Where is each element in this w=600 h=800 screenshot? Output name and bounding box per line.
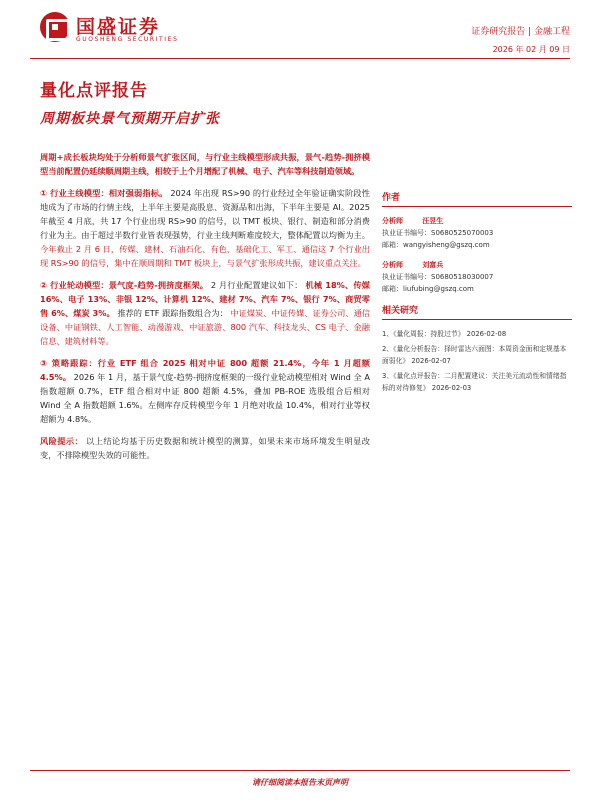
- report-title: 周期板块景气预期开启扩张: [40, 111, 220, 127]
- analyst-name: 汪昱生: [422, 217, 444, 225]
- report-type: 量化点评报告: [40, 81, 148, 101]
- analyst-card: [382, 259, 572, 295]
- section-text: 推荐的 ETF 跟踪指数组合为：: [117, 308, 228, 318]
- analyst-role: 分析师: [382, 217, 403, 225]
- section-heading: ① 行业主线模型：相对强弱指标。: [40, 188, 168, 198]
- analyst-email-row: [382, 283, 572, 295]
- section-strategy-tracking: [40, 356, 370, 426]
- report-category: 证券研究报告 | 金融工程: [471, 27, 570, 37]
- report-date: 2026 年 02 月 09 日: [492, 45, 570, 54]
- main-content: [40, 150, 370, 470]
- related-report-link[interactable]: [382, 343, 572, 367]
- risk-heading: 风险提示：: [40, 436, 84, 446]
- section-heading: ③ 策略跟踪：行业 ETF 组合 2025 相对中证 800 超额 21.4%，今年 1 月超额 4.5%。: [40, 358, 370, 382]
- section-industry-mainline: [40, 186, 370, 270]
- section-industry-rotation: [40, 278, 370, 348]
- etf-index-list: 中证煤炭、中证传媒、证券公司、通信设备、中证钢铁、人工智能、动漫游戏、中证旅游、800 汽车、科技龙头、CS 电子、金融信息、建筑材料等。: [40, 308, 370, 346]
- email-label: 邮箱：: [382, 241, 403, 249]
- risk-text: 以上结论均基于历史数据和统计模型的测算，如果未来市场环境发生明显改变，不排除模型失效的可能性。: [40, 436, 370, 460]
- analyst-cert-row: [382, 227, 572, 239]
- related-report-link[interactable]: [382, 328, 572, 340]
- section-text: 2 月行业配置建议如下：: [210, 280, 303, 290]
- related-report-date: 2026-02-07: [411, 357, 451, 365]
- related-report-title: 1、《量化周报：持股过节》: [382, 330, 465, 338]
- footer-divider: [30, 770, 570, 771]
- analyst-email-link[interactable]: wangyisheng@gszq.com: [403, 241, 490, 249]
- analyst-name-row: [382, 259, 572, 271]
- cert-label: 执业证书编号：: [382, 229, 431, 237]
- authors-heading: 作者: [382, 190, 572, 207]
- analyst-name: 刘富兵: [422, 261, 444, 269]
- analyst-name-row: [382, 215, 572, 227]
- footer-disclaimer: 请仔细阅读本报告末页声明: [252, 778, 348, 787]
- brand-logo: [40, 12, 240, 48]
- related-report-link[interactable]: [382, 370, 572, 394]
- summary-paragraph: 周期+成长板块均处于分析师景气扩张区间，与行业主线模型形成共振，景气-趋势-拥挤模型当前配置仍延续顺周期主线，相较于上个月增配了机械、电子、汽车等科技制造领域。: [40, 152, 370, 176]
- section-heading: ② 行业轮动模型：景气度-趋势-拥挤度框架。: [40, 280, 209, 290]
- related-research-heading: 相关研究: [382, 303, 572, 320]
- related-report-date: 2026-02-03: [431, 384, 472, 392]
- analyst-email-link[interactable]: liufubing@gszq.com: [403, 285, 474, 293]
- cert-label: 执业证书编号：: [382, 273, 431, 281]
- header-divider: [30, 58, 570, 59]
- analyst-email-row: [382, 239, 572, 251]
- analyst-cert-row: [382, 271, 572, 283]
- section-text: 2024 年出现 RS>90 的行业经过全年验证确实阶段性地成为了市场的行情主线，上半年主要是高股息、资源品和出海，下半年主要是 AI。2025 年截至 4 月底，共 17 个行业出现 RS>90 的信号，以 TMT 板块、银行、制造和部分消费行业为主。由于超过半数行业皆表现强势，行业主线判断难度较大，整体配置以均衡为主。: [40, 188, 370, 240]
- brand-name: 国盛证券: [76, 16, 161, 38]
- section-text: 2026 年 1 月，基于景气度-趋势-拥挤度框架的一级行业轮动模型相对 Wind 全 A 指数超额 0.7%，ETF 组合相对中证 800 超额 4.5%，叠加 PB-ROE 选股组合后相对 Wind 全 A 指数超额 1.6%。左侧库存反转模型今年 1 月绝对收益 10.4%，相对行业等权超额为 4.8%。: [40, 372, 370, 424]
- related-report-date: 2026-02-08: [466, 330, 507, 338]
- section-highlight: 今年截止 2 月 6 日，传媒、建材、石油石化、有色、基础化工、军工、通信这 7 个行业出现 RS>90 的信号，集中在顺周期和 TMT 板块上，与景气扩张形成共振，建议重点关注。: [40, 244, 370, 268]
- brand-mark-icon: [40, 12, 70, 42]
- email-label: 邮箱：: [382, 285, 403, 293]
- risk-warning: [40, 434, 370, 462]
- cert-number: S0680518030007: [431, 273, 494, 281]
- brand-name-en: GUOSHENG SECURITIES: [76, 36, 179, 43]
- related-report-title: 3、《量化点评报告：二月配置建议：关注美元流动性和情绪指标的对待修复》: [382, 372, 567, 392]
- allocation-weights: 机械 18%、传媒 16%、电子 13%、非银 12%、计算机 12%、建材 7%、汽车 7%、银行 7%、商贸零售 6%、煤炭 3%。: [40, 280, 370, 318]
- analyst-card: [382, 215, 572, 251]
- analyst-role: 分析师: [382, 261, 403, 269]
- sidebar: [382, 190, 572, 397]
- related-report-title: 2、《量化分析报告：择时雷达六面图：本周资金面和定规基本面弱化》: [382, 345, 567, 365]
- cert-number: S0680525070003: [431, 229, 494, 237]
